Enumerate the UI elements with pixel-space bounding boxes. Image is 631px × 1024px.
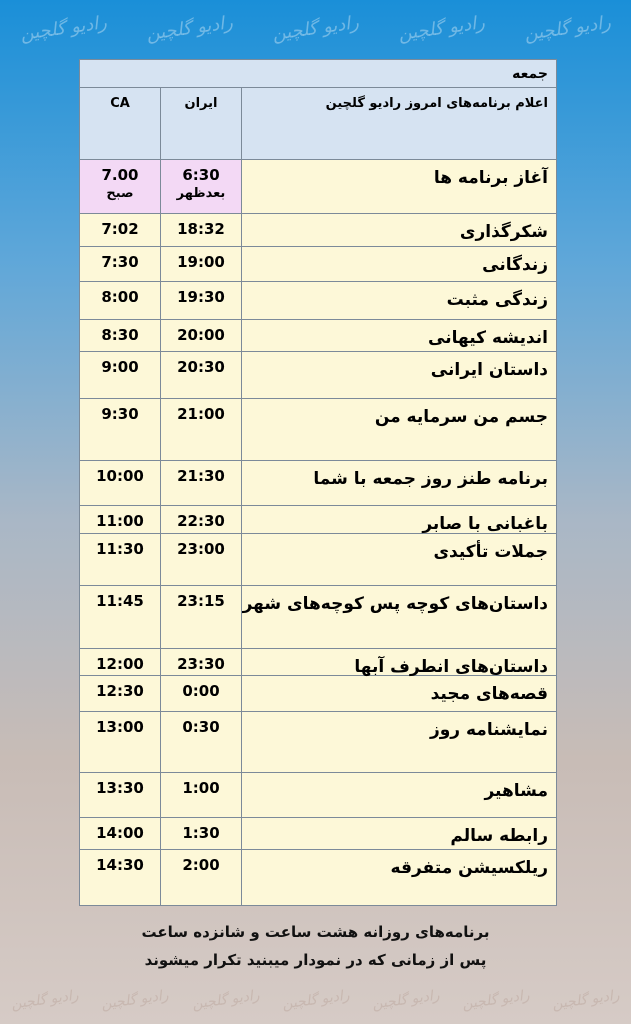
table-row (80, 818, 556, 850)
ca-time: 7:02 (101, 220, 139, 238)
iran-time: 21:30 (160, 461, 242, 505)
iran-time: 23:15 (160, 586, 242, 648)
program-name: قصه‌های مجید (430, 684, 548, 704)
iran-time: 2:00 (160, 850, 242, 905)
footer-line-1: برنامه‌های روزانه هشت ساعت و شانزده ساعت (141, 923, 490, 941)
table-row (80, 160, 556, 214)
program-name: زندگی مثبت (446, 290, 548, 310)
program-name: باغبانی با صابر (422, 514, 548, 534)
table-row (80, 850, 556, 905)
ca-time: 8:30 (101, 326, 139, 344)
ca-time: 13:30 (96, 779, 144, 797)
ca-time: 7.00 صبح (80, 160, 160, 213)
table-row (80, 352, 556, 399)
ca-time: 9:30 (101, 405, 139, 423)
watermark: رادیو گلچین (523, 11, 613, 45)
program-name: داستان ایرانی (430, 360, 548, 380)
watermark: رادیو گلچین (397, 11, 487, 45)
footer-line-2: پس از زمانی که در نمودار میبنید تکرار میشوند (144, 951, 487, 969)
ca-time: 11:45 (96, 592, 144, 610)
table-row (80, 399, 556, 461)
ca-time: 12:30 (96, 682, 144, 700)
iran-time: 23:00 (160, 534, 242, 585)
program-name: ریلکسیشن متفرقه (390, 858, 548, 878)
header-ca: CA (80, 88, 160, 160)
iran-time: 20:30 (160, 352, 242, 398)
day-label: جمعه (80, 60, 556, 88)
iran-time: 20:00 (160, 320, 242, 351)
program-name: شکرگذاری (459, 222, 548, 242)
ca-time: 13:00 (96, 718, 144, 736)
program-name: جسم من سرمایه من (374, 407, 548, 427)
ca-time: 11:30 (96, 540, 144, 558)
ca-time: 10:00 (96, 467, 144, 485)
footer-note (60, 918, 571, 974)
program-name: اندیشه کیهانی (428, 328, 548, 348)
iran-time: 22:30 (160, 506, 242, 533)
watermark: رادیو گلچین (18, 11, 108, 45)
iran-time: 0:30 (160, 712, 242, 772)
watermark: رادیو گلچین (10, 987, 80, 1013)
ca-time: 12:00 (96, 655, 144, 673)
iran-time: 23:30 (160, 649, 242, 675)
table-row (80, 586, 556, 649)
iran-time: 21:00 (160, 399, 242, 460)
table-row (80, 649, 556, 676)
ca-time: 14:00 (96, 824, 144, 842)
table-row (80, 712, 556, 773)
table-row (80, 676, 556, 712)
table-row (80, 282, 556, 320)
program-name: آغاز برنامه ها (433, 168, 548, 188)
iran-time: 19:00 (160, 247, 242, 281)
watermark: رادیو گلچین (371, 987, 441, 1013)
watermark: رادیو گلچین (100, 987, 170, 1013)
iran-time: 18:32 (160, 214, 242, 246)
watermark-row-bottom (0, 980, 631, 1020)
watermark: رادیو گلچین (551, 987, 621, 1013)
iran-time: 1:30 (160, 818, 242, 849)
iran-time: 1:00 (160, 773, 242, 817)
ca-time: 8:00 (101, 288, 139, 306)
program-name: برنامه طنز روز جمعه با شما (313, 469, 548, 489)
watermark: رادیو گلچین (280, 987, 351, 1013)
program-name: زندگانی (482, 255, 548, 275)
table-row (80, 773, 556, 818)
iran-time: 19:30 (160, 282, 242, 319)
table-row (80, 247, 556, 282)
program-name: داستان‌های انطرف آبها (354, 657, 548, 677)
table-row (80, 461, 556, 506)
iran-time: 6:30 بعدظهر (160, 160, 242, 213)
table-row (80, 214, 556, 247)
table-row (80, 534, 556, 586)
watermark: رادیو گلچین (461, 987, 531, 1013)
program-name: رابطه سالم (450, 826, 548, 846)
header-iran: ایران (160, 88, 242, 160)
watermark: رادیو گلچین (190, 987, 261, 1013)
program-name: نمایشنامه روز (429, 720, 548, 740)
watermark-row-top (0, 8, 631, 48)
program-name: مشاهیر (484, 781, 548, 801)
iran-time: 0:00 (160, 676, 242, 711)
watermark: رادیو گلچین (270, 11, 361, 45)
header-title: اعلام برنامه‌های امروز رادیو گلچین (242, 88, 556, 160)
table-row (80, 506, 556, 534)
schedule-table (79, 59, 557, 906)
ca-time: 7:30 (101, 253, 139, 271)
ca-time: 14:30 (96, 856, 144, 874)
program-name: جملات تأکیدی (433, 542, 548, 562)
watermark: رادیو گلچین (144, 11, 234, 45)
program-name: داستان‌های کوچه پس کوچه‌های شهر (242, 594, 548, 614)
ca-time: 9:00 (101, 358, 139, 376)
table-row (80, 320, 556, 352)
ca-time: 11:00 (96, 512, 144, 530)
